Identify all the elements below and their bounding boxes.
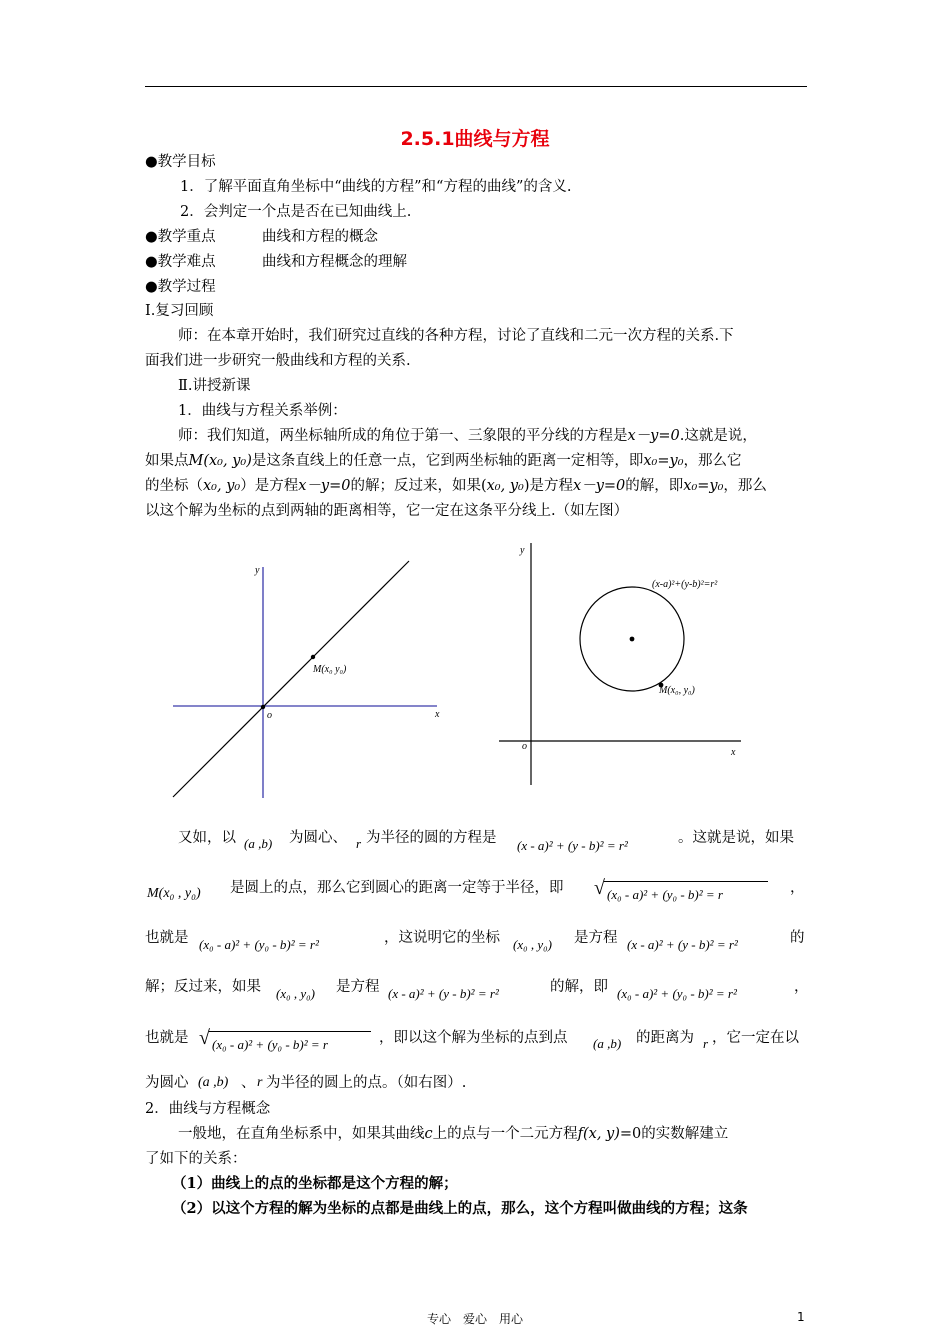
- figure-circle: [495, 535, 755, 790]
- math-distance-sqrt: √ (x₀ - a)² + (y₀ - b)² = r: [199, 1031, 371, 1055]
- key-point-text: 曲线和方程的概念: [262, 229, 378, 245]
- x-axis-label: x: [731, 747, 736, 758]
- circle-line-3-text: ，这说明它的坐标: [384, 930, 500, 946]
- objective-item-2: 2．会判定一个点是否在已知曲线上.: [180, 204, 412, 220]
- math-radius: r: [356, 836, 362, 851]
- figure-line: [165, 555, 455, 805]
- circle-line-5-text: 也就是: [145, 1030, 189, 1046]
- origin-label: o: [267, 710, 272, 721]
- difficulty-label: ●教学难点: [145, 254, 216, 270]
- origin-label: o: [522, 741, 527, 752]
- math-point: (x₀ , y₀): [276, 986, 315, 1001]
- circle-line-1-text: 为半径的圆的方程是: [366, 830, 497, 846]
- math-center: (a ,b): [244, 836, 273, 851]
- circle-line-4-text: 解；反过来，如果: [145, 979, 261, 995]
- review-line-1: 师：在本章开始时，我们研究过直线的各种方程，讨论了直线和二元一次方程的关系.下: [178, 328, 734, 344]
- point-m-label: M(x₀ y₀): [313, 664, 347, 675]
- paragraph-line: 如果点M(x₀, y₀)是这条直线上的任意一点，它到两坐标轴的距离一定相等，即x₀=y₀，那么它: [145, 453, 742, 469]
- circle-line-6-text: 为半径的圆上的点。（如右图）.: [266, 1075, 467, 1091]
- paragraph-line: 的坐标（x₀, y₀）是方程x－y=0的解；反过来，如果(x₀, y₀)是方程x－y=0的解，即x₀=y₀，那么: [145, 478, 767, 494]
- circle-line-4-text: 的解，即: [550, 979, 608, 995]
- objectives-heading: ●教学目标: [145, 154, 216, 170]
- math-center: (a ,b): [198, 1075, 229, 1090]
- y-axis-label: y: [255, 565, 260, 576]
- center-dot: [630, 637, 635, 642]
- concept-heading: 2．曲线与方程概念: [145, 1101, 271, 1117]
- circle-line-2-text: 是圆上的点，那么它到圆心的距离一定等于半径，即: [230, 880, 564, 896]
- circle-line-1-text: 又如，以: [178, 830, 236, 846]
- point-m-label: M(x₀, y₀): [659, 685, 695, 696]
- origin-dot: [261, 705, 265, 709]
- concept-line-2: 了如下的关系：: [145, 1151, 247, 1167]
- example-heading: 1．曲线与方程关系举例：: [178, 403, 347, 419]
- page-title: 2.5.1曲线与方程: [400, 128, 550, 150]
- concept-line-1: 一般地，在直角坐标系中，如果其曲线c上的点与一个二元方程f(x, y)=0的实数解建立: [178, 1126, 729, 1142]
- circle-line-4-text: ，: [794, 979, 809, 995]
- circle-line-1-text: 为圆心、: [289, 830, 347, 846]
- x-axis-label: x: [435, 709, 440, 720]
- circle-line-1-text: 。这就是说，如果: [678, 830, 794, 846]
- header-rule: [145, 86, 807, 87]
- math-point-m: M(x₀ , y₀): [147, 886, 201, 901]
- y-axis-label: y: [520, 545, 525, 556]
- circle-line-3-text: 的: [790, 930, 805, 946]
- math-radius: r: [257, 1075, 263, 1090]
- objective-item-1: 1．了解平面直角坐标中“曲线的方程”和“方程的曲线”的含义.: [180, 179, 572, 195]
- circle-line-2-text: ，: [790, 880, 805, 896]
- circle-line-3-text: 是方程: [574, 930, 618, 946]
- math-distance-sqrt: √ (x₀ - a)² + (y₀ - b)² = r: [594, 881, 768, 905]
- math-eq2: (x - a)² + (y - b)² = r²: [388, 986, 499, 1001]
- circle-line-6-text: 、: [241, 1075, 256, 1091]
- circle-line-5-text: ，它一定在以: [712, 1030, 799, 1046]
- key-point-label: ●教学重点: [145, 229, 216, 245]
- circle-equation-label: (x-a)²+(y-b)²=r²: [652, 579, 718, 590]
- circle-line-6-text: 为圆心: [145, 1075, 189, 1091]
- math-point: (x₀ , y₀): [513, 937, 552, 952]
- footer-motto: 专心 爱心 用心: [426, 1312, 523, 1326]
- review-heading: Ⅰ.复习回顾: [145, 303, 214, 319]
- math-eq1: (x - a)² + (y - b)² = r²: [627, 937, 738, 952]
- new-lesson-heading: Ⅱ.讲授新课: [178, 378, 251, 394]
- review-line-2: 面我们进一步研究一般曲线和方程的关系.: [145, 353, 411, 369]
- math-eq3: (x₀ - a)² + (y₀ - b)² = r²: [617, 986, 737, 1001]
- circle-line-4-text: 是方程: [336, 979, 380, 995]
- math-center: (a ,b): [593, 1036, 622, 1051]
- circle-line-5-text: 的距离为: [636, 1030, 694, 1046]
- paragraph-line: 以这个解为坐标的点到两轴的距离相等，它一定在这条平分线上.（如左图）: [145, 503, 629, 519]
- math-circle-equation: (x - a)² + (y - b)² = r²: [517, 838, 628, 853]
- process-heading: ●教学过程: [145, 279, 216, 295]
- point-m-dot: [311, 655, 315, 659]
- difficulty-text: 曲线和方程概念的理解: [262, 254, 407, 270]
- page-number: 1: [797, 1310, 805, 1324]
- paragraph-line: 师：我们知道，两坐标轴所成的角位于第一、三象限的平分线的方程是x－y=0.这就是说，: [178, 428, 757, 444]
- math-eq0: (x₀ - a)² + (y₀ - b)² = r²: [199, 937, 319, 952]
- math-radius: r: [703, 1036, 709, 1051]
- condition-2: （2）以这个方程的解为坐标的点都是曲线上的点，那么，这个方程叫做曲线的方程；这条: [172, 1200, 748, 1217]
- bisector-line: [173, 561, 409, 797]
- circle-line-3-text: 也就是: [145, 930, 189, 946]
- condition-1: （1）曲线上的点的坐标都是这个方程的解；: [172, 1175, 458, 1192]
- circle-line-5-text: ，即以这个解为坐标的点到点: [379, 1030, 568, 1046]
